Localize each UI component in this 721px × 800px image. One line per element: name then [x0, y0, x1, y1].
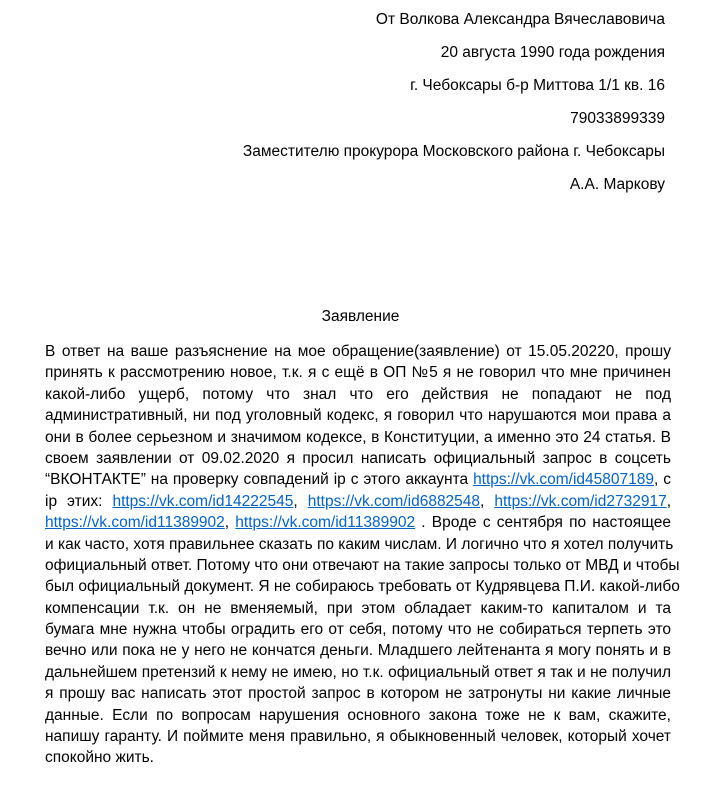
sender-phone: 79033899339 — [570, 110, 665, 127]
document-title: Заявление — [321, 308, 400, 325]
vk-link-id45807189[interactable]: https://vk.com/id45807189 — [473, 471, 655, 489]
vk-link-id11389902[interactable]: https://vk.com/id11389902 — [45, 514, 225, 532]
statement-body — [45, 341, 680, 769]
body-line: официальный ответ. Потому что они отвечают на такие запросы только от МВД и чтобы — [45, 556, 680, 574]
body-line: бумага мне нужна чтобы оградить его от себя, потому что не собираться терпеть это — [45, 621, 671, 639]
body-line: административный, ни под уголовный кодекс, я говорил что нарушаются мои права а — [45, 407, 671, 425]
body-line: своем заявлении от 09.02.2020 я просил написать официальный запрос в соцсеть — [45, 449, 671, 467]
body-line: был официальный документ. Я не собираюсь требовать от Кудрявцева П.И. какой-либо — [45, 578, 680, 596]
body-text-fragment: , с — [654, 471, 671, 489]
sender-address: г. Чебоксары б-р Миттова 1/1 кв. 16 — [410, 77, 665, 94]
vk-link-id11389902-repeat[interactable]: https://vk.com/id11389902 — [235, 514, 416, 532]
body-text-fragment: ip этих: — [45, 492, 113, 510]
sender-birthdate: 20 августа 1990 года рождения — [440, 44, 665, 61]
body-line: и как часто, хотя правильнее сказать по каким числам. И логично что я хотел получить — [45, 535, 674, 553]
separator: , — [666, 492, 671, 510]
body-line: В ответ на ваше разъяснение на мое обращение(заявление) от 15.05.20220, прошу — [45, 343, 671, 360]
body-line-with-link — [45, 469, 671, 490]
body-line: спокойно жить. — [45, 749, 154, 767]
recipient-title: Заместителю прокурора Московского района г. Чебоксары — [242, 143, 665, 160]
body-line: какой-либо ущерб, потому что знал что его действия не попадают не под — [45, 385, 671, 403]
recipient-name: А.А. Маркову — [569, 176, 665, 193]
body-text-fragment: . Вроде с сентября по настоящее — [415, 514, 671, 532]
separator: , — [480, 492, 495, 510]
vk-link-id6882548[interactable]: https://vk.com/id6882548 — [307, 492, 481, 510]
separator: , — [224, 514, 236, 532]
body-line: я прошу вас написать этот простой запрос в котором не затронуты ни какие личные — [45, 685, 671, 703]
body-line-with-links — [45, 512, 671, 533]
vk-link-id2732917[interactable]: https://vk.com/id2732917 — [494, 492, 667, 510]
body-line: вечно или пока не у него не кончатся деньги. Младшего лейтенанта я могу понять и в — [45, 642, 671, 660]
body-text-fragment: “ВКОНТАКТЕ” на проверку совпадений ip с этого аккаунта — [45, 471, 474, 489]
body-line: принять к рассмотрению новое, т.к. я с ещё в ОП №5 я не говорил что мне причинен — [45, 364, 671, 382]
separator: , — [293, 492, 308, 510]
body-line: они в более серьезном и значимом кодексе, в Конституции, а именно это 24 статья. В — [45, 428, 671, 446]
vk-link-id14222545[interactable]: https://vk.com/id14222545 — [112, 492, 294, 510]
body-line-with-links — [45, 491, 671, 512]
body-line: компенсации т.к. он не вменяемый, при этом обладает каким-то капиталом и та — [45, 599, 671, 617]
sender-name: От Волкова Александра Вячеславовича — [375, 11, 665, 28]
body-line: дальнейшем претензий к нему не имею, но т.к. официальный ответ я так и не получил — [45, 663, 671, 681]
sender-header — [243, 10, 665, 208]
body-line: напишу гаранту. И поймите меня правильно, я обыкновенный человек, который хочет — [45, 728, 671, 746]
body-line: данные. Если по вопросам нарушения основного закона тоже не к вам, скажите, — [45, 706, 671, 724]
